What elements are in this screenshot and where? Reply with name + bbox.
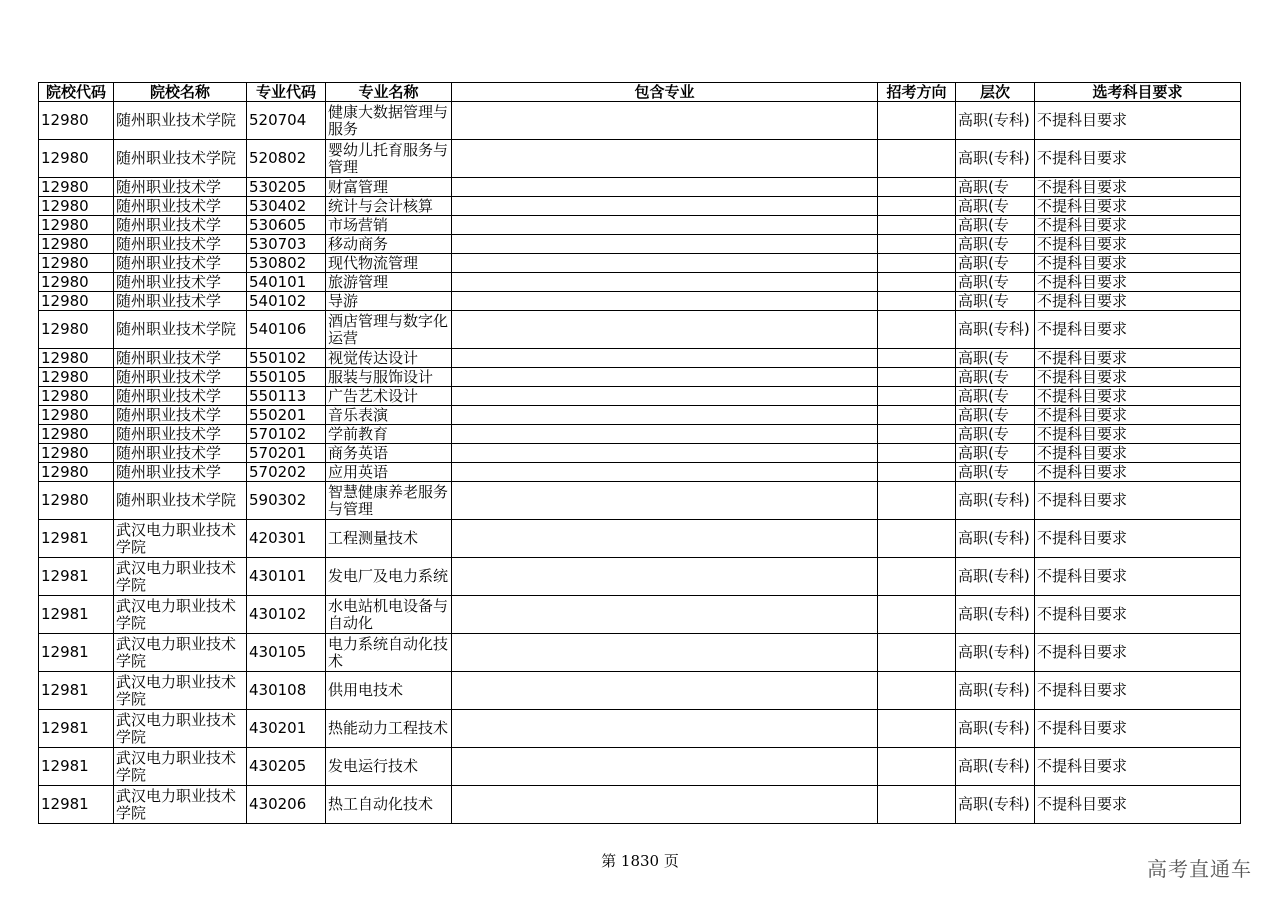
table-row <box>39 254 1241 273</box>
cell-included-majors <box>452 558 878 596</box>
cell-level: 高职(专科) <box>956 710 1035 748</box>
cell-included-majors <box>452 634 878 672</box>
cell-subject-requirement: 不提科目要求 <box>1035 178 1241 197</box>
cell-school-code: 12980 <box>39 349 114 368</box>
header-major-code: 专业代码 <box>247 83 326 102</box>
cell-school-name: 随州职业技术学院 <box>114 102 247 140</box>
cell-major-code: 570102 <box>247 425 326 444</box>
cell-subject-requirement: 不提科目要求 <box>1035 273 1241 292</box>
page-number: 第 1830 页 <box>601 852 679 870</box>
cell-school-name: 随州职业技术学 <box>114 197 247 216</box>
cell-direction <box>878 425 956 444</box>
cell-subject-requirement: 不提科目要求 <box>1035 387 1241 406</box>
cell-major-code: 550113 <box>247 387 326 406</box>
cell-direction <box>878 140 956 178</box>
cell-major-code: 550201 <box>247 406 326 425</box>
table-row <box>39 140 1241 178</box>
table-row <box>39 482 1241 520</box>
cell-direction <box>878 482 956 520</box>
cell-level: 高职(专科) <box>956 482 1035 520</box>
cell-direction <box>878 311 956 349</box>
table-row <box>39 178 1241 197</box>
cell-subject-requirement: 不提科目要求 <box>1035 425 1241 444</box>
cell-major-name: 商务英语 <box>326 444 452 463</box>
cell-school-name: 随州职业技术学院 <box>114 311 247 349</box>
cell-major-name: 应用英语 <box>326 463 452 482</box>
table-row <box>39 634 1241 672</box>
cell-level: 高职(专科) <box>956 311 1035 349</box>
cell-major-code: 530205 <box>247 178 326 197</box>
cell-included-majors <box>452 178 878 197</box>
table-row <box>39 368 1241 387</box>
cell-level: 高职(专科) <box>956 748 1035 786</box>
cell-major-name: 发电运行技术 <box>326 748 452 786</box>
cell-school-code: 12981 <box>39 672 114 710</box>
cell-school-code: 12980 <box>39 235 114 254</box>
cell-major-name: 供用电技术 <box>326 672 452 710</box>
cell-major-code: 430101 <box>247 558 326 596</box>
cell-level: 高职(专 <box>956 178 1035 197</box>
cell-subject-requirement: 不提科目要求 <box>1035 558 1241 596</box>
admissions-table <box>38 82 1241 824</box>
cell-major-name: 旅游管理 <box>326 273 452 292</box>
cell-included-majors <box>452 254 878 273</box>
cell-school-code: 12980 <box>39 102 114 140</box>
cell-school-name: 随州职业技术学 <box>114 292 247 311</box>
cell-subject-requirement: 不提科目要求 <box>1035 254 1241 273</box>
cell-school-name: 随州职业技术学 <box>114 406 247 425</box>
cell-direction <box>878 235 956 254</box>
cell-subject-requirement: 不提科目要求 <box>1035 197 1241 216</box>
cell-subject-requirement: 不提科目要求 <box>1035 463 1241 482</box>
cell-major-code: 540102 <box>247 292 326 311</box>
cell-major-name: 智慧健康养老服务与管理 <box>326 482 452 520</box>
cell-direction <box>878 387 956 406</box>
cell-included-majors <box>452 463 878 482</box>
table-row <box>39 197 1241 216</box>
table-row <box>39 786 1241 824</box>
cell-level: 高职(专科) <box>956 520 1035 558</box>
cell-direction <box>878 558 956 596</box>
table-row <box>39 349 1241 368</box>
cell-direction <box>878 463 956 482</box>
table-row <box>39 216 1241 235</box>
cell-level: 高职(专 <box>956 387 1035 406</box>
cell-school-name: 武汉电力职业技术学院 <box>114 520 247 558</box>
cell-major-name: 健康大数据管理与服务 <box>326 102 452 140</box>
cell-major-code: 430108 <box>247 672 326 710</box>
cell-direction <box>878 254 956 273</box>
cell-major-name: 视觉传达设计 <box>326 349 452 368</box>
cell-school-code: 12981 <box>39 596 114 634</box>
cell-school-code: 12980 <box>39 368 114 387</box>
table-row <box>39 444 1241 463</box>
cell-subject-requirement: 不提科目要求 <box>1035 140 1241 178</box>
cell-major-code: 570201 <box>247 444 326 463</box>
watermark-text: 高考直通车 <box>1147 857 1252 881</box>
cell-subject-requirement: 不提科目要求 <box>1035 349 1241 368</box>
cell-level: 高职(专 <box>956 197 1035 216</box>
cell-major-name: 发电厂及电力系统 <box>326 558 452 596</box>
cell-major-code: 540101 <box>247 273 326 292</box>
cell-included-majors <box>452 140 878 178</box>
cell-direction <box>878 520 956 558</box>
cell-school-name: 武汉电力职业技术学院 <box>114 710 247 748</box>
cell-subject-requirement: 不提科目要求 <box>1035 786 1241 824</box>
cell-level: 高职(专科) <box>956 672 1035 710</box>
cell-major-code: 530402 <box>247 197 326 216</box>
header-direction: 招考方向 <box>878 83 956 102</box>
cell-direction <box>878 216 956 235</box>
cell-direction <box>878 349 956 368</box>
cell-included-majors <box>452 387 878 406</box>
header-major-name: 专业名称 <box>326 83 452 102</box>
cell-level: 高职(专 <box>956 463 1035 482</box>
cell-major-name: 市场营销 <box>326 216 452 235</box>
cell-major-code: 530605 <box>247 216 326 235</box>
cell-school-code: 12981 <box>39 558 114 596</box>
cell-school-name: 武汉电力职业技术学院 <box>114 748 247 786</box>
cell-subject-requirement: 不提科目要求 <box>1035 368 1241 387</box>
header-school-name: 院校名称 <box>114 83 247 102</box>
cell-major-name: 音乐表演 <box>326 406 452 425</box>
table-row <box>39 387 1241 406</box>
cell-direction <box>878 273 956 292</box>
cell-direction <box>878 197 956 216</box>
cell-school-name: 随州职业技术学 <box>114 463 247 482</box>
cell-school-name: 武汉电力职业技术学院 <box>114 786 247 824</box>
table-row <box>39 558 1241 596</box>
cell-school-name: 随州职业技术学 <box>114 273 247 292</box>
cell-school-code: 12980 <box>39 140 114 178</box>
cell-included-majors <box>452 710 878 748</box>
cell-included-majors <box>452 311 878 349</box>
cell-school-name: 武汉电力职业技术学院 <box>114 672 247 710</box>
cell-school-code: 12980 <box>39 292 114 311</box>
header-row <box>39 83 1241 102</box>
cell-direction <box>878 368 956 387</box>
cell-subject-requirement: 不提科目要求 <box>1035 311 1241 349</box>
cell-major-name: 统计与会计核算 <box>326 197 452 216</box>
cell-direction <box>878 710 956 748</box>
cell-school-code: 12980 <box>39 482 114 520</box>
cell-subject-requirement: 不提科目要求 <box>1035 292 1241 311</box>
cell-level: 高职(专科) <box>956 634 1035 672</box>
cell-subject-requirement: 不提科目要求 <box>1035 406 1241 425</box>
cell-school-name: 随州职业技术学院 <box>114 482 247 520</box>
cell-level: 高职(专 <box>956 235 1035 254</box>
cell-major-code: 430201 <box>247 710 326 748</box>
cell-major-name: 电力系统自动化技术 <box>326 634 452 672</box>
cell-level: 高职(专科) <box>956 786 1035 824</box>
cell-subject-requirement: 不提科目要求 <box>1035 482 1241 520</box>
cell-subject-requirement: 不提科目要求 <box>1035 748 1241 786</box>
cell-major-name: 广告艺术设计 <box>326 387 452 406</box>
cell-direction <box>878 102 956 140</box>
cell-direction <box>878 786 956 824</box>
cell-school-name: 随州职业技术学 <box>114 254 247 273</box>
cell-school-code: 12981 <box>39 786 114 824</box>
cell-school-name: 随州职业技术学 <box>114 387 247 406</box>
table-row <box>39 463 1241 482</box>
table-row <box>39 672 1241 710</box>
cell-subject-requirement: 不提科目要求 <box>1035 710 1241 748</box>
cell-included-majors <box>452 349 878 368</box>
cell-included-majors <box>452 292 878 311</box>
cell-major-name: 现代物流管理 <box>326 254 452 273</box>
cell-subject-requirement: 不提科目要求 <box>1035 102 1241 140</box>
cell-included-majors <box>452 197 878 216</box>
header-subject-requirement: 选考科目要求 <box>1035 83 1241 102</box>
cell-level: 高职(专 <box>956 216 1035 235</box>
cell-included-majors <box>452 748 878 786</box>
table-row <box>39 273 1241 292</box>
cell-school-name: 随州职业技术学 <box>114 235 247 254</box>
cell-subject-requirement: 不提科目要求 <box>1035 520 1241 558</box>
cell-major-name: 工程测量技术 <box>326 520 452 558</box>
cell-major-code: 430205 <box>247 748 326 786</box>
cell-major-name: 热能动力工程技术 <box>326 710 452 748</box>
cell-subject-requirement: 不提科目要求 <box>1035 634 1241 672</box>
cell-major-code: 430206 <box>247 786 326 824</box>
cell-included-majors <box>452 672 878 710</box>
cell-major-code: 590302 <box>247 482 326 520</box>
header-school-code: 院校代码 <box>39 83 114 102</box>
cell-level: 高职(专 <box>956 273 1035 292</box>
cell-included-majors <box>452 368 878 387</box>
cell-direction <box>878 406 956 425</box>
cell-school-name: 随州职业技术学 <box>114 444 247 463</box>
cell-major-code: 430105 <box>247 634 326 672</box>
cell-major-code: 530703 <box>247 235 326 254</box>
table-row <box>39 406 1241 425</box>
cell-school-code: 12980 <box>39 406 114 425</box>
cell-included-majors <box>452 444 878 463</box>
cell-school-code: 12981 <box>39 634 114 672</box>
cell-major-code: 520704 <box>247 102 326 140</box>
cell-school-code: 12980 <box>39 387 114 406</box>
table-row <box>39 520 1241 558</box>
cell-subject-requirement: 不提科目要求 <box>1035 596 1241 634</box>
cell-major-name: 导游 <box>326 292 452 311</box>
cell-major-code: 420301 <box>247 520 326 558</box>
cell-school-name: 武汉电力职业技术学院 <box>114 634 247 672</box>
cell-included-majors <box>452 786 878 824</box>
cell-level: 高职(专科) <box>956 558 1035 596</box>
table-row <box>39 311 1241 349</box>
cell-included-majors <box>452 406 878 425</box>
cell-school-code: 12980 <box>39 463 114 482</box>
cell-school-code: 12980 <box>39 178 114 197</box>
cell-level: 高职(专 <box>956 349 1035 368</box>
cell-level: 高职(专 <box>956 368 1035 387</box>
header-included-majors: 包含专业 <box>452 83 878 102</box>
cell-school-name: 武汉电力职业技术学院 <box>114 596 247 634</box>
cell-included-majors <box>452 102 878 140</box>
cell-major-name: 热工自动化技术 <box>326 786 452 824</box>
cell-school-code: 12980 <box>39 216 114 235</box>
cell-school-code: 12981 <box>39 710 114 748</box>
cell-school-code: 12981 <box>39 520 114 558</box>
table-row <box>39 425 1241 444</box>
cell-included-majors <box>452 520 878 558</box>
table-row <box>39 292 1241 311</box>
cell-school-code: 12980 <box>39 197 114 216</box>
cell-subject-requirement: 不提科目要求 <box>1035 235 1241 254</box>
cell-school-code: 12980 <box>39 444 114 463</box>
cell-school-code: 12980 <box>39 425 114 444</box>
cell-school-code: 12980 <box>39 273 114 292</box>
cell-major-code: 430102 <box>247 596 326 634</box>
cell-school-name: 随州职业技术学 <box>114 368 247 387</box>
cell-direction <box>878 444 956 463</box>
cell-major-code: 520802 <box>247 140 326 178</box>
cell-direction <box>878 748 956 786</box>
cell-direction <box>878 634 956 672</box>
cell-major-code: 540106 <box>247 311 326 349</box>
cell-major-name: 酒店管理与数字化运营 <box>326 311 452 349</box>
cell-level: 高职(专 <box>956 254 1035 273</box>
cell-school-name: 随州职业技术学院 <box>114 140 247 178</box>
cell-included-majors <box>452 596 878 634</box>
table-row <box>39 748 1241 786</box>
cell-direction <box>878 596 956 634</box>
table-row <box>39 235 1241 254</box>
cell-major-code: 550105 <box>247 368 326 387</box>
cell-included-majors <box>452 235 878 254</box>
cell-subject-requirement: 不提科目要求 <box>1035 672 1241 710</box>
cell-level: 高职(专 <box>956 292 1035 311</box>
cell-school-code: 12981 <box>39 748 114 786</box>
cell-major-name: 服装与服饰设计 <box>326 368 452 387</box>
cell-level: 高职(专 <box>956 444 1035 463</box>
cell-school-code: 12980 <box>39 311 114 349</box>
cell-level: 高职(专科) <box>956 140 1035 178</box>
cell-included-majors <box>452 216 878 235</box>
cell-subject-requirement: 不提科目要求 <box>1035 444 1241 463</box>
cell-direction <box>878 672 956 710</box>
table-row <box>39 102 1241 140</box>
cell-major-name: 移动商务 <box>326 235 452 254</box>
cell-major-code: 530802 <box>247 254 326 273</box>
cell-major-code: 550102 <box>247 349 326 368</box>
cell-major-name: 财富管理 <box>326 178 452 197</box>
header-level: 层次 <box>956 83 1035 102</box>
cell-major-name: 学前教育 <box>326 425 452 444</box>
cell-included-majors <box>452 273 878 292</box>
table-row <box>39 710 1241 748</box>
cell-major-name: 婴幼儿托育服务与管理 <box>326 140 452 178</box>
cell-level: 高职(专科) <box>956 596 1035 634</box>
cell-subject-requirement: 不提科目要求 <box>1035 216 1241 235</box>
cell-level: 高职(专科) <box>956 102 1035 140</box>
cell-school-name: 武汉电力职业技术学院 <box>114 558 247 596</box>
table-row <box>39 596 1241 634</box>
cell-school-name: 随州职业技术学 <box>114 178 247 197</box>
cell-school-name: 随州职业技术学 <box>114 425 247 444</box>
cell-school-code: 12980 <box>39 254 114 273</box>
cell-level: 高职(专 <box>956 406 1035 425</box>
cell-direction <box>878 178 956 197</box>
cell-school-name: 随州职业技术学 <box>114 216 247 235</box>
cell-major-name: 水电站机电设备与自动化 <box>326 596 452 634</box>
cell-major-code: 570202 <box>247 463 326 482</box>
cell-included-majors <box>452 482 878 520</box>
cell-direction <box>878 292 956 311</box>
cell-included-majors <box>452 425 878 444</box>
cell-school-name: 随州职业技术学 <box>114 349 247 368</box>
cell-level: 高职(专 <box>956 425 1035 444</box>
